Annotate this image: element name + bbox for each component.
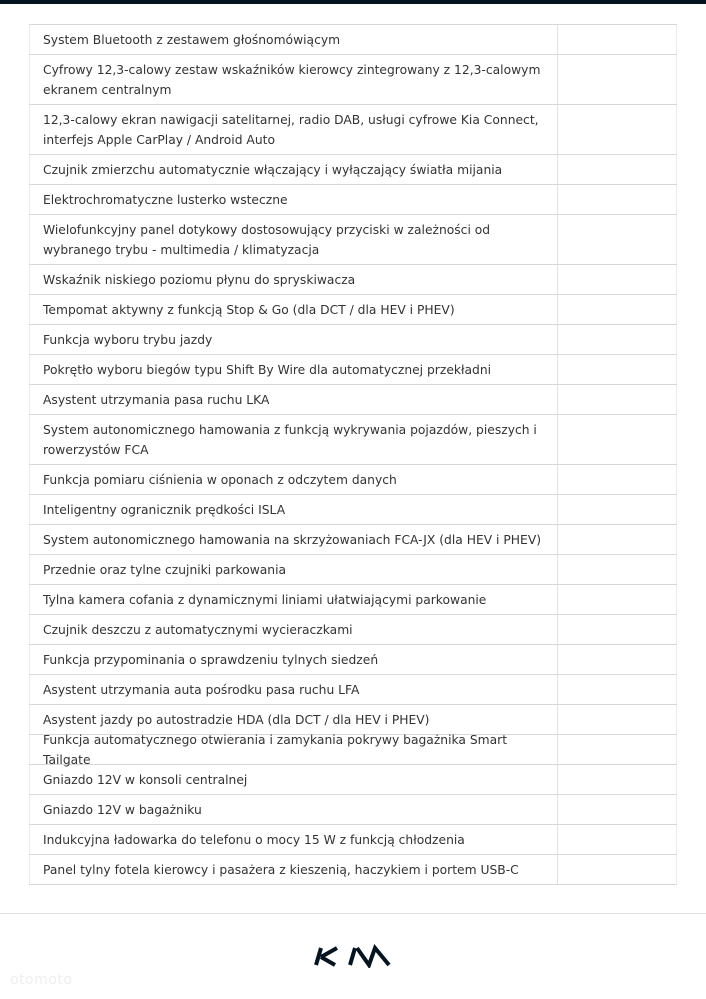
- table-row: [29, 645, 677, 675]
- watermark: otomoto: [10, 972, 73, 988]
- feature-value-cell: [558, 795, 677, 824]
- table-row: [29, 855, 677, 885]
- feature-label: Wskaźnik niskiego poziomu płynu do spryskiwacza: [29, 265, 558, 294]
- table-row: [29, 615, 677, 645]
- table-row: [29, 675, 677, 705]
- table-row: [29, 105, 677, 155]
- feature-value-cell: [558, 825, 677, 854]
- feature-label: System Bluetooth z zestawem głośnomówiącym: [29, 25, 558, 54]
- feature-label: Asystent utrzymania auta pośrodku pasa ruchu LFA: [29, 675, 558, 704]
- feature-value-cell: [558, 675, 677, 704]
- feature-label: Panel tylny fotela kierowcy i pasażera z kieszenią, haczykiem i portem USB-C: [29, 855, 558, 884]
- table-row: [29, 495, 677, 525]
- feature-label: Funkcja automatycznego otwierania i zamykania pokrywy bagażnika Smart Tailgate: [29, 735, 558, 764]
- feature-value-cell: [558, 525, 677, 554]
- feature-value-cell: [558, 185, 677, 214]
- feature-label: Przednie oraz tylne czujniki parkowania: [29, 555, 558, 584]
- feature-label: Gniazdo 12V w bagażniku: [29, 795, 558, 824]
- feature-value-cell: [558, 105, 677, 154]
- feature-label: Gniazdo 12V w konsoli centralnej: [29, 765, 558, 794]
- feature-value-cell: [558, 295, 677, 324]
- feature-value-cell: [558, 705, 677, 734]
- feature-label: Funkcja wyboru trybu jazdy: [29, 325, 558, 354]
- feature-value-cell: [558, 465, 677, 494]
- feature-value-cell: [558, 645, 677, 674]
- table-row: [29, 525, 677, 555]
- table-row: [29, 325, 677, 355]
- feature-label: Asystent jazdy po autostradzie HDA (dla DCT / dla HEV i PHEV): [29, 705, 558, 734]
- table-row: [29, 415, 677, 465]
- feature-value-cell: [558, 155, 677, 184]
- feature-value-cell: [558, 325, 677, 354]
- feature-value-cell: [558, 215, 677, 264]
- feature-value-cell: [558, 55, 677, 104]
- feature-label: Tempomat aktywny z funkcją Stop & Go (dla DCT / dla HEV i PHEV): [29, 295, 558, 324]
- table-row: [29, 295, 677, 325]
- table-row: [29, 555, 677, 585]
- feature-value-cell: [558, 265, 677, 294]
- feature-label: Funkcja przypominania o sprawdzeniu tylnych siedzeń: [29, 645, 558, 674]
- feature-value-cell: [558, 385, 677, 414]
- feature-value-cell: [558, 25, 677, 54]
- footer-divider: [0, 913, 706, 914]
- feature-label: System autonomicznego hamowania na skrzyżowaniach FCA-JX (dla HEV i PHEV): [29, 525, 558, 554]
- top-bar: [0, 0, 706, 4]
- feature-value-cell: [558, 415, 677, 464]
- table-row: [29, 385, 677, 415]
- feature-label: Indukcyjna ładowarka do telefonu o mocy 15 W z funkcją chłodzenia: [29, 825, 558, 854]
- table-row: [29, 355, 677, 385]
- table-row: [29, 765, 677, 795]
- feature-value-cell: [558, 555, 677, 584]
- table-row: [29, 55, 677, 105]
- feature-label: 12,3-calowy ekran nawigacji satelitarnej, radio DAB, usługi cyfrowe Kia Connect, interfejs Apple CarPlay / Android Auto: [29, 105, 558, 154]
- feature-label: Inteligentny ogranicznik prędkości ISLA: [29, 495, 558, 524]
- table-row: [29, 795, 677, 825]
- feature-label: Czujnik deszczu z automatycznymi wycieraczkami: [29, 615, 558, 644]
- feature-table: [29, 24, 677, 885]
- feature-label: Elektrochromatyczne lusterko wsteczne: [29, 185, 558, 214]
- feature-value-cell: [558, 615, 677, 644]
- table-row: [29, 215, 677, 265]
- table-row: [29, 465, 677, 495]
- feature-label: Wielofunkcyjny panel dotykowy dostosowujący przyciski w zależności od wybranego trybu - multimedia / klimatyzacja: [29, 215, 558, 264]
- table-row: [29, 185, 677, 215]
- kia-logo: [313, 944, 393, 968]
- feature-label: System autonomicznego hamowania z funkcją wykrywania pojazdów, pieszych i rowerzystów FCA: [29, 415, 558, 464]
- feature-label: Asystent utrzymania pasa ruchu LKA: [29, 385, 558, 414]
- feature-label: Cyfrowy 12,3-calowy zestaw wskaźników kierowcy zintegrowany z 12,3-calowym ekranem centralnym: [29, 55, 558, 104]
- feature-label: Pokrętło wyboru biegów typu Shift By Wire dla automatycznej przekładni: [29, 355, 558, 384]
- feature-label: Funkcja pomiaru ciśnienia w oponach z odczytem danych: [29, 465, 558, 494]
- table-row: [29, 265, 677, 295]
- feature-value-cell: [558, 765, 677, 794]
- table-row: [29, 732, 677, 767]
- table-row: [29, 585, 677, 615]
- table-row: [29, 825, 677, 855]
- feature-label: Czujnik zmierzchu automatycznie włączający i wyłączający światła mijania: [29, 155, 558, 184]
- feature-label: Tylna kamera cofania z dynamicznymi liniami ułatwiającymi parkowanie: [29, 585, 558, 614]
- table-row: [29, 155, 677, 185]
- feature-value-cell: [558, 495, 677, 524]
- feature-value-cell: [558, 855, 677, 884]
- feature-value-cell: [558, 735, 677, 764]
- feature-value-cell: [558, 585, 677, 614]
- feature-value-cell: [558, 355, 677, 384]
- table-row: [29, 25, 677, 55]
